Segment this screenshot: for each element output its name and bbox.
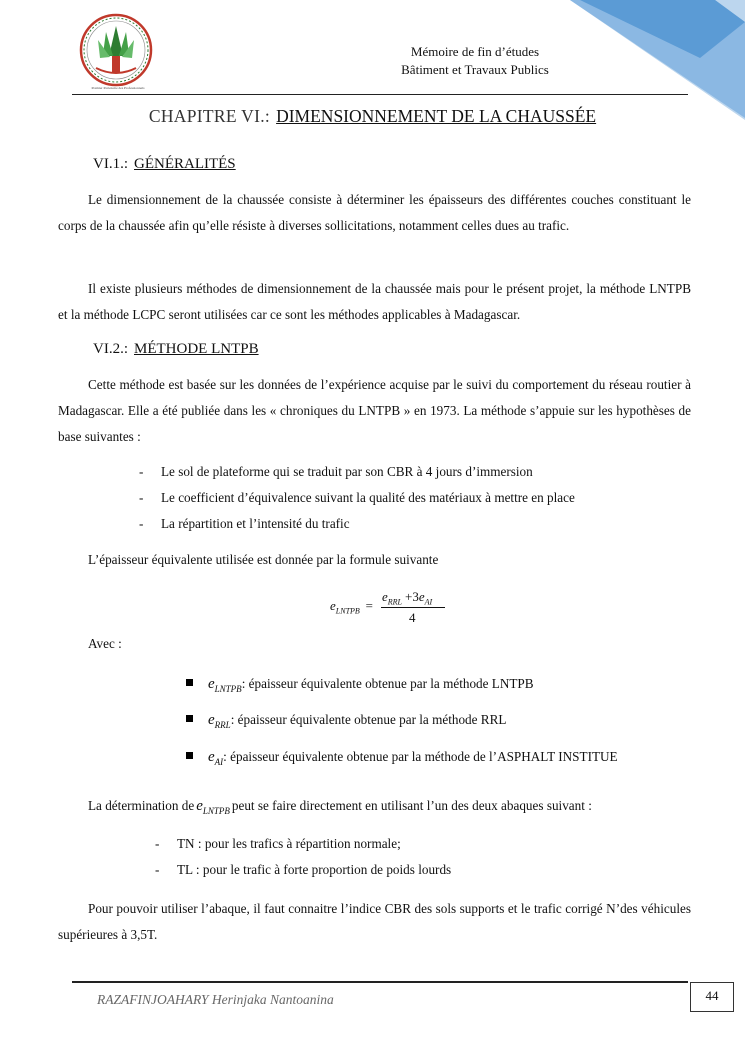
section-number: VI.1.: <box>93 156 128 172</box>
list-item: - TN : pour les trafics à répartition normale; <box>155 836 401 851</box>
page-number: 44 <box>690 982 734 1012</box>
corner-decoration <box>570 0 745 120</box>
section-heading-lntpb <box>93 341 259 358</box>
list-item: - TL : pour le trafic à forte proportion de poids lourds <box>155 862 452 877</box>
bullet-square-icon <box>186 752 193 759</box>
section-title: GÉNÉRALITÉS <box>134 156 236 172</box>
chapter-label: CHAPITRE VI.: <box>148 106 271 126</box>
footer-divider <box>72 981 688 983</box>
chapter-heading <box>0 106 745 127</box>
bullet-square-icon <box>186 715 193 722</box>
school-logo <box>76 12 156 92</box>
formula-intro: L’épaisseur équivalente utilisée est donnée par la formule suivante <box>88 552 439 567</box>
section-heading-generalites <box>93 156 236 173</box>
paragraph-methodes: Il existe plusieurs méthodes de dimensionnement de la chaussée mais pour le présent projet, la méthode LNTPB et la méthode LCPC seront utilisées car ce sont les méthodes applicables à Madagascar. <box>58 281 691 322</box>
avec-label: Avec : <box>88 636 122 651</box>
determination-sentence: La détermination de $e_{LNTPB}$ peut se faire directement en utilisant l’un des deux abaques suivant : <box>88 798 592 816</box>
paragraph-dimensionnement: Le dimensionnement de la chaussée consiste à déterminer les épaisseurs des différentes couches constituant le corps de la chaussée afin qu’elle résiste à diverses sollicitations, notamment celles dues au trafic. <box>58 192 691 233</box>
list-item: $e_{RRL}$ : épaisseur équivalente obtenue par la méthode RRL <box>186 712 506 730</box>
list-item: - Le sol de plateforme qui se traduit par son CBR à 4 jours d’immersion <box>139 464 533 479</box>
paragraph-lntpb: Cette méthode est basée sur les données de l’expérience acquise par le suivi du comportement du réseau routier à Madagascar. Elle a été publiée dans les « chroniques du LNTPB » en 1973. La méthode s’appuie sur les hypothèses de base suivantes : <box>58 377 691 444</box>
list-item: - La répartition et l’intensité du trafic <box>139 516 350 531</box>
section-number: VI.2.: <box>93 341 128 357</box>
header-line-1: Mémoire de fin d’études <box>410 44 540 59</box>
chapter-title: DIMENSIONNEMENT DE LA CHAUSSÉE <box>276 106 597 126</box>
logo-caption: Premier Partenaire des Professionnels <box>91 86 145 90</box>
list-item: $e_{AI}$ : épaisseur équivalente obtenue par la méthode de l’ASPHALT INSTITUE <box>186 749 618 767</box>
bullet-square-icon <box>186 679 193 686</box>
list-item: - Le coefficient d’équivalence suivant la qualité des matériaux à mettre en place <box>139 490 575 505</box>
list-item: $e_{LNTPB}$ : épaisseur équivalente obtenue par la méthode LNTPB <box>186 676 534 694</box>
header-divider <box>72 94 688 95</box>
paragraph-abaque: Pour pouvoir utiliser l’abaque, il faut connaitre l’indice CBR des sols supports et le trafic corrigé N’des véhicules supérieures à 3,5T. <box>58 901 691 942</box>
footer-author: RAZAFINJOAHARY Herinjaka Nantoanina <box>97 992 334 1007</box>
section-title: MÉTHODE LNTPB <box>134 341 259 357</box>
header-line-2: Bâtiment et Travaux Publics <box>401 62 549 77</box>
